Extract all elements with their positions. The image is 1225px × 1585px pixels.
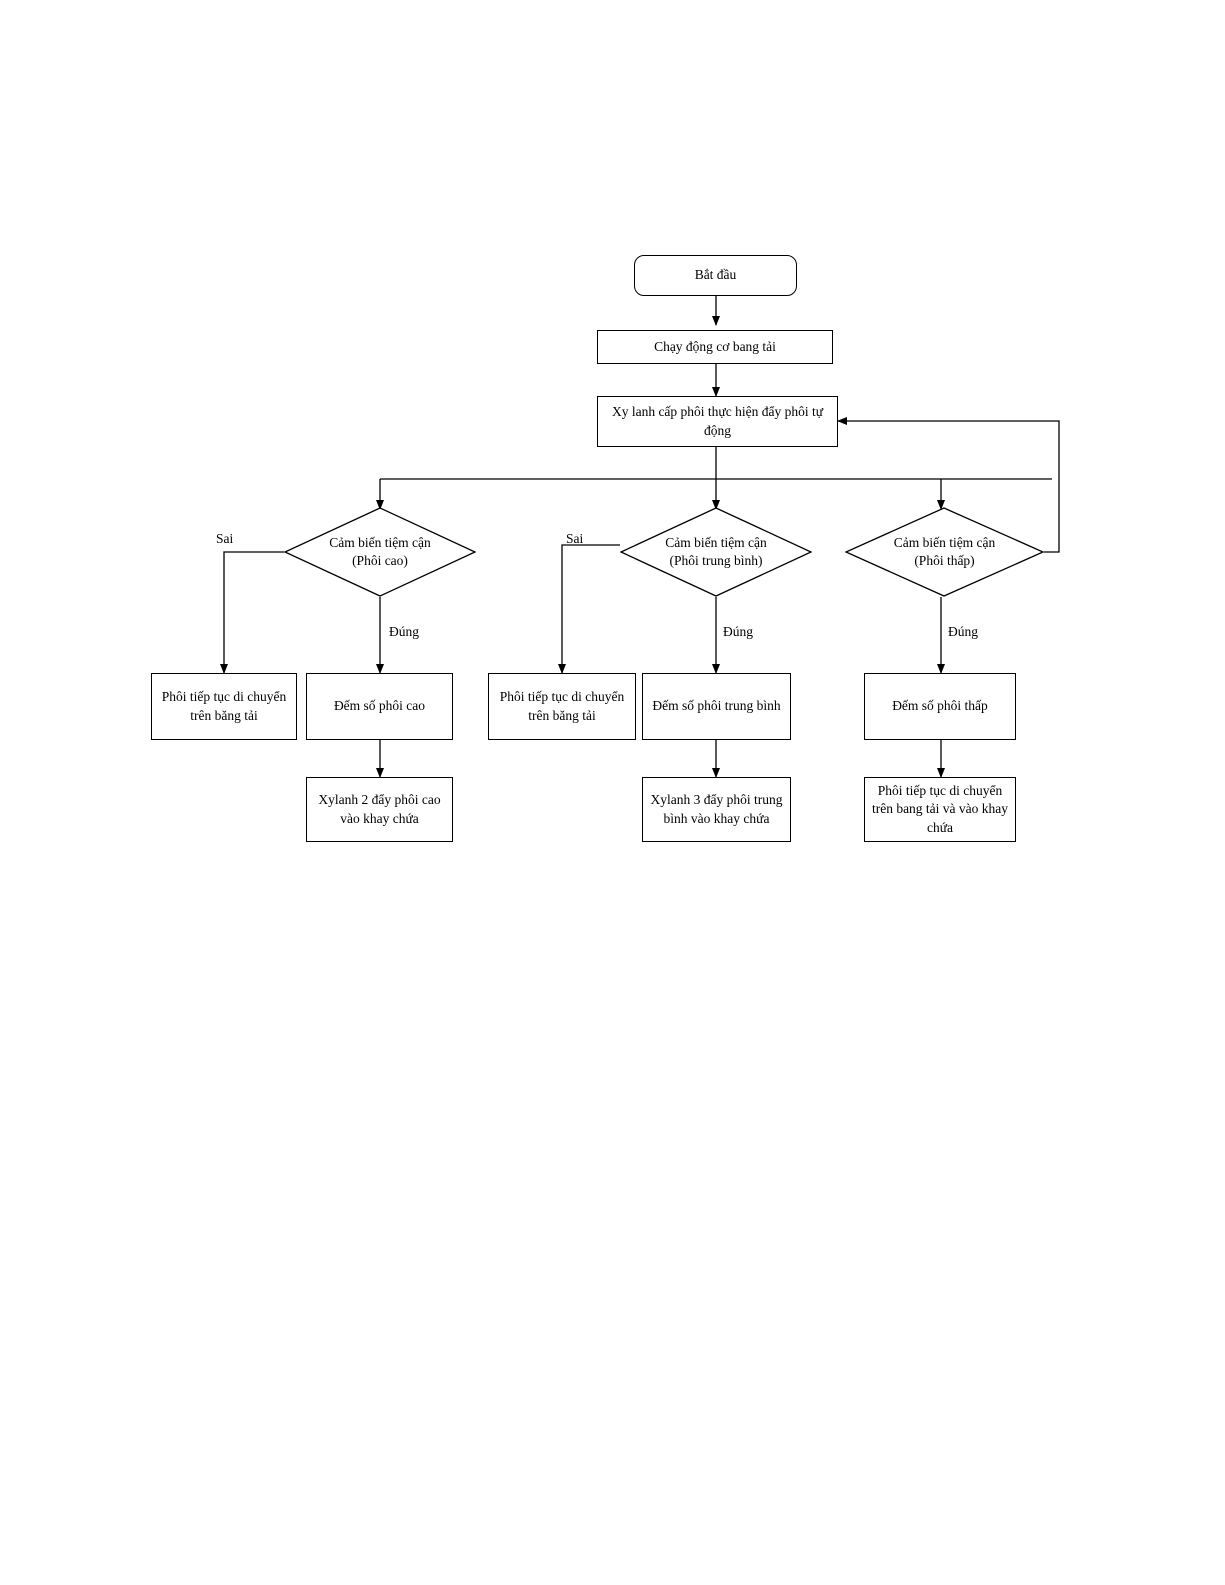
node-run-conveyor-motor [597, 330, 833, 364]
node-sensor-high-label: Cảm biến tiệm cận (Phôi cao) [329, 535, 431, 568]
node-count-low [864, 673, 1016, 740]
node-count-mid-label: Đếm số phôi trung bình [652, 698, 781, 714]
node-continue-mid-label: Phôi tiếp tục di chuyển trên băng tải [499, 689, 625, 723]
node-sensor-mid-label: Cảm biến tiệm cận (Phôi trung bình) [665, 535, 767, 568]
node-count-low-label: Đếm số phôi thấp [892, 698, 988, 714]
node-push-mid-label: Xylanh 3 đẩy phôi trung bình vào khay chứa [650, 792, 783, 826]
node-sensor-high [284, 507, 476, 597]
node-sensor-low [845, 507, 1044, 597]
edge-label-sai-mid: Sai [566, 531, 584, 546]
node-push-high [306, 777, 453, 842]
node-push-high-label: Xylanh 2 đẩy phôi cao vào khay chứa [318, 792, 441, 826]
edge-label-dung-high: Đúng [389, 624, 419, 639]
edge-label-dung-low: Đúng [948, 624, 978, 639]
node-sensor-low-label: Cảm biến tiệm cận (Phôi thấp) [893, 535, 996, 568]
node-count-high [306, 673, 453, 740]
edge-label-dung-mid: Đúng [723, 624, 753, 639]
node-start [634, 255, 797, 296]
node-start-label: Bắt đầu [694, 267, 737, 283]
node-continue-high-label: Phôi tiếp tục di chuyển trên băng tải [161, 689, 287, 723]
node-sensor-mid [620, 507, 812, 597]
edge-label-sai-high: Sai [216, 531, 234, 546]
node-push-low [864, 777, 1016, 842]
node-push-mid [642, 777, 791, 842]
node-count-mid [642, 673, 791, 740]
node-feed-cylinder [597, 396, 838, 447]
node-count-high-label: Đếm số phôi cao [333, 698, 426, 714]
node-run-conveyor-motor-label: Chạy động cơ bang tải [654, 338, 776, 354]
node-feed-cylinder-label: Xy lanh cấp phôi thực hiện đẩy phôi tự động [611, 404, 824, 438]
node-continue-mid [488, 673, 636, 740]
node-continue-high [151, 673, 297, 740]
node-push-low-label: Phôi tiếp tục di chuyển trên bang tải và vào khay chứa [871, 783, 1009, 835]
